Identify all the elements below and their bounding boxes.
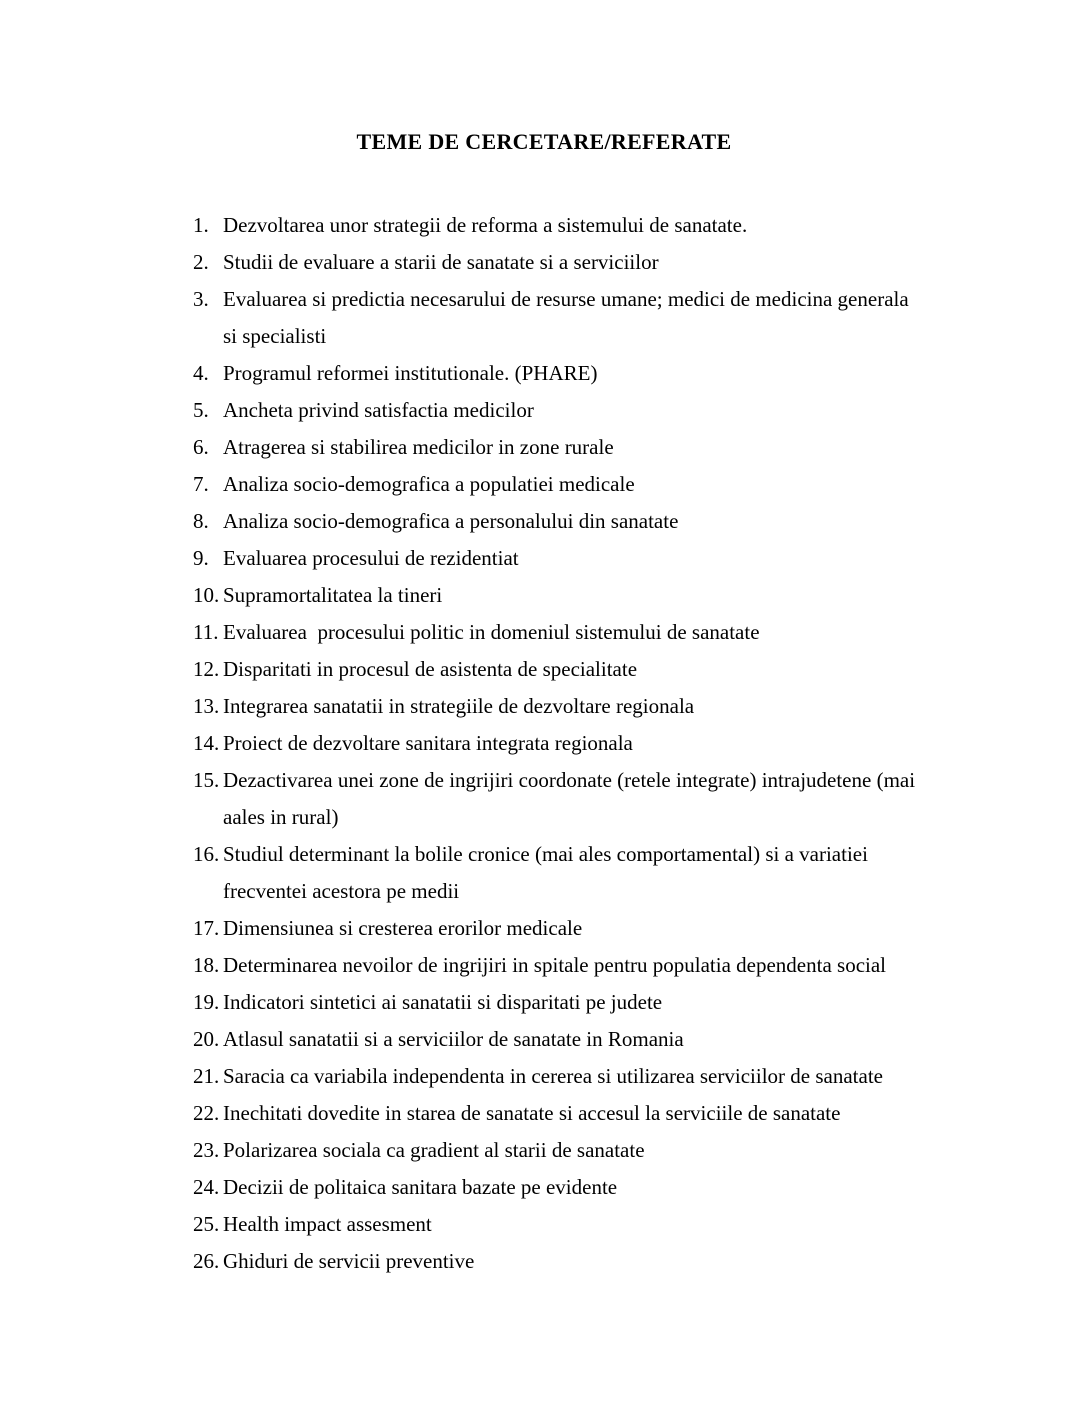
list-item-number: 3. — [193, 287, 209, 311]
list-item-text — [223, 762, 915, 836]
list-item-line: Dezactivarea unei zone de ingrijiri coordonate (retele integrate) intrajudetene (mai — [223, 768, 916, 792]
list-item-number: 15. — [193, 768, 220, 792]
list-item — [193, 1021, 1028, 1058]
list-item-number: 7. — [193, 472, 209, 496]
list-item-number: 26. — [193, 1249, 220, 1273]
list-item-line: Dimensiunea si cresterea erorilor medicale — [223, 916, 583, 940]
list-item-number: 8. — [193, 509, 209, 533]
list-item — [193, 503, 1028, 540]
list-item — [193, 614, 1028, 651]
list-item — [193, 540, 1028, 577]
list-item — [193, 1206, 1028, 1243]
list-item-text — [223, 281, 909, 355]
list-item — [193, 984, 1028, 1021]
list-item-text — [223, 207, 747, 244]
list-item — [193, 355, 1028, 392]
list-item-number: 5. — [193, 398, 209, 422]
list-item-number: 10. — [193, 583, 220, 607]
list-item — [193, 1169, 1028, 1206]
list-item-number: 23. — [193, 1138, 220, 1162]
list-item-line: Studii de evaluare a starii de sanatate si a serviciilor — [223, 250, 659, 274]
list-item-text — [223, 244, 659, 281]
list-item-line: Inechitati dovedite in starea de sanatate si accesul la serviciile de sanatate — [223, 1101, 841, 1125]
list-item — [193, 1132, 1028, 1169]
list-item-text — [223, 836, 868, 910]
list-item-line: Evaluarea si predictia necesarului de resurse umane; medici de medicina generala — [223, 287, 909, 311]
list-item-line: Atlasul sanatatii si a serviciilor de sanatate in Romania — [223, 1027, 684, 1051]
list-item — [193, 466, 1028, 503]
list-item-line: Programul reformei institutionale. (PHARE) — [223, 361, 598, 385]
list-item-line: Decizii de politaica sanitara bazate pe evidente — [223, 1175, 618, 1199]
list-item-line: Atragerea si stabilirea medicilor in zone rurale — [223, 435, 614, 459]
research-topics-list — [193, 207, 1028, 1280]
list-item-line: Ancheta privind satisfactia medicilor — [223, 398, 534, 422]
list-item-text — [223, 651, 637, 688]
list-item — [193, 207, 1028, 244]
list-item-number: 20. — [193, 1027, 220, 1051]
list-item-text — [223, 1243, 474, 1280]
list-item-text — [223, 429, 614, 466]
list-item — [193, 281, 1028, 355]
list-item — [193, 725, 1028, 762]
list-item-number: 14. — [193, 731, 220, 755]
list-item-number: 12. — [193, 657, 220, 681]
list-item — [193, 651, 1028, 688]
list-item-number: 2. — [193, 250, 209, 274]
list-item-text — [223, 466, 635, 503]
list-item-text — [223, 1021, 684, 1058]
list-item-line: Disparitati in procesul de asistenta de specialitate — [223, 657, 638, 681]
list-item-text — [223, 392, 534, 429]
list-item-number: 6. — [193, 435, 209, 459]
list-item-number: 4. — [193, 361, 209, 385]
list-item — [193, 429, 1028, 466]
list-item — [193, 762, 1028, 836]
list-item — [193, 1243, 1028, 1280]
list-item-text — [223, 1058, 883, 1095]
list-item — [193, 392, 1028, 429]
list-item-line: Determinarea nevoilor de ingrijiri in spitale pentru populatia dependenta social — [223, 953, 887, 977]
list-item-line: Health impact assesment — [223, 1212, 432, 1236]
list-item — [193, 244, 1028, 281]
list-item-number: 17. — [193, 916, 220, 940]
list-item-number: 11. — [193, 620, 219, 644]
list-item-number: 9. — [193, 546, 209, 570]
list-item-line: Analiza socio-demografica a populatiei medicale — [223, 472, 635, 496]
list-item-text — [223, 1206, 432, 1243]
list-item-line: Evaluarea procesului de rezidentiat — [223, 546, 519, 570]
list-item-number: 21. — [193, 1064, 220, 1088]
list-item-text — [223, 355, 597, 392]
list-item — [193, 1058, 1028, 1095]
list-item-line: Polarizarea sociala ca gradient al starii de sanatate — [223, 1138, 645, 1162]
list-item-line: Evaluarea procesului politic in domeniul sistemului de sanatate — [223, 620, 760, 644]
list-item-text — [223, 577, 442, 614]
list-item-text — [223, 1095, 840, 1132]
list-item-text — [223, 725, 633, 762]
list-item-text — [223, 910, 582, 947]
list-item-number: 19. — [193, 990, 220, 1014]
list-item — [193, 836, 1028, 910]
list-item-number: 24. — [193, 1175, 220, 1199]
list-item-line: frecventei acestora pe medii — [223, 879, 460, 903]
list-item-line: si specialisti — [223, 324, 327, 348]
list-item — [193, 947, 1028, 984]
list-item — [193, 1095, 1028, 1132]
list-item-number: 16. — [193, 842, 220, 866]
list-item-text — [223, 503, 678, 540]
list-item-text — [223, 947, 886, 984]
list-item-text — [223, 540, 519, 577]
list-item-line: Dezvoltarea unor strategii de reforma a sistemului de sanatate. — [223, 213, 748, 237]
list-item-line: Studiul determinant la bolile cronice (mai ales comportamental) si a variatiei — [223, 842, 868, 866]
list-item-line: Supramortalitatea la tineri — [223, 583, 443, 607]
list-item-line: Indicatori sintetici ai sanatatii si disparitati pe judete — [223, 990, 663, 1014]
list-item-number: 22. — [193, 1101, 220, 1125]
list-item-number: 18. — [193, 953, 220, 977]
list-item — [193, 688, 1028, 725]
list-item — [193, 910, 1028, 947]
page-title: TEME DE CERCETARE/REFERATE — [356, 129, 732, 154]
list-item-text — [223, 614, 760, 651]
list-item-line: Proiect de dezvoltare sanitara integrata regionala — [223, 731, 633, 755]
list-item-line: Analiza socio-demografica a personalului din sanatate — [223, 509, 679, 533]
list-item — [193, 577, 1028, 614]
list-item-text — [223, 688, 694, 725]
list-item-text — [223, 1132, 645, 1169]
list-item-text — [223, 1169, 617, 1206]
list-item-number: 13. — [193, 694, 220, 718]
list-item-line: Saracia ca variabila independenta in cererea si utilizarea serviciilor de sanatate — [223, 1064, 883, 1088]
list-item-number: 25. — [193, 1212, 220, 1236]
list-item-line: Ghiduri de servicii preventive — [223, 1249, 475, 1273]
list-item-line: aales in rural) — [223, 805, 339, 829]
list-item-text — [223, 984, 662, 1021]
list-item-number: 1. — [193, 213, 209, 237]
list-item-line: Integrarea sanatatii in strategiile de dezvoltare regionala — [223, 694, 695, 718]
